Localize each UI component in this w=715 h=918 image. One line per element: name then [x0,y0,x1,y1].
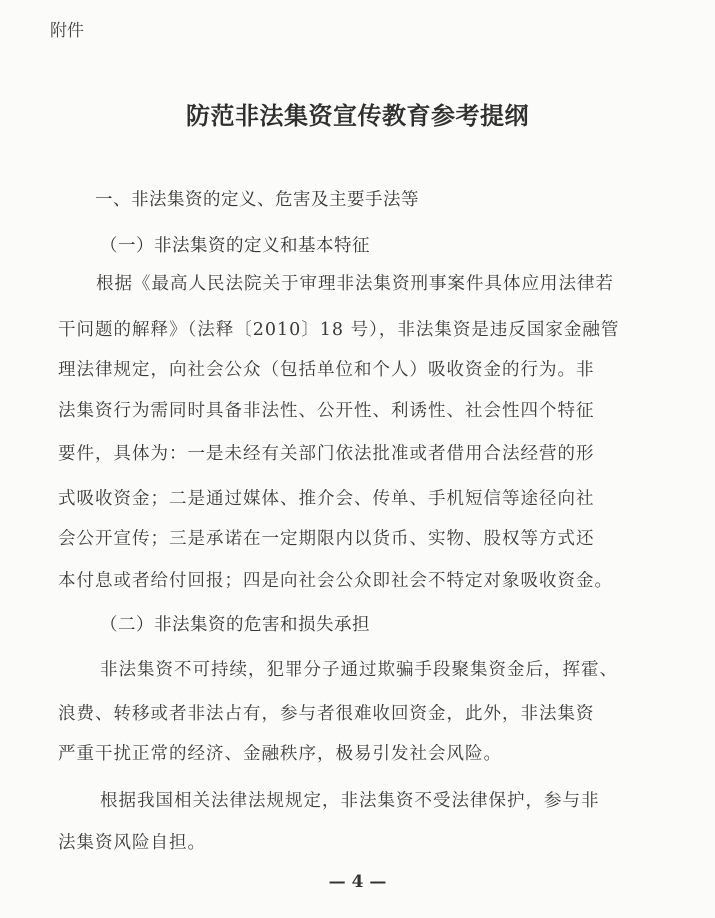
paragraph-line: 理法律规定，向社会公众（包括单位和个人）吸收资金的行为。非 [58,360,595,380]
attachment-label: 附件 [50,21,84,41]
paragraph-line: 要件，具体为：一是未经有关部门依法批准或者借用合法经营的形 [58,444,595,464]
paragraph-line: 根据《最高人民法院关于审理非法集资刑事案件具体应用法律若 [96,274,614,294]
paragraph-line: 法集资行为需同时具备非法性、公开性、利诱性、社会性四个特征 [58,401,595,421]
paragraph-line: 本付息或者给付回报；四是向社会公众即社会不特定对象吸收资金。 [58,571,613,591]
document-title: 防范非法集资宣传教育参考提纲 [186,101,529,130]
paragraph-line: 非法集资不可持续，犯罪分子通过欺骗手段聚集资金后，挥霍、 [100,660,618,680]
paragraph-line: 严重干扰正常的经济、金融秩序，极易引发社会风险。 [58,744,502,764]
paragraph-line: 会公开宣传；三是承诺在一定期限内以货币、实物、股权等方式还 [58,529,595,549]
subsection-heading-harm: （二）非法集资的危害和损失承担 [100,615,370,635]
section-heading: 一、非法集资的定义、危害及主要手法等 [95,190,419,210]
paragraph-line: 式吸收资金；二是通过媒体、推介会、传单、手机短信等途径向社 [58,489,595,509]
page-number: — 4 — [328,872,387,892]
paragraph-line: 干问题的解释》（法释〔2010〕18 号），非法集资是违反国家金融管 [58,320,620,340]
paragraph-line: 浪费、转移或者非法占有，参与者很难收回资金，此外，非法集资 [58,704,595,724]
paragraph-line: 法集资风险自担。 [58,833,206,853]
paragraph-line: 根据我国相关法律法规规定，非法集资不受法律保护，参与非 [100,791,600,811]
subsection-heading-definition: （一）非法集资的定义和基本特征 [100,236,370,256]
